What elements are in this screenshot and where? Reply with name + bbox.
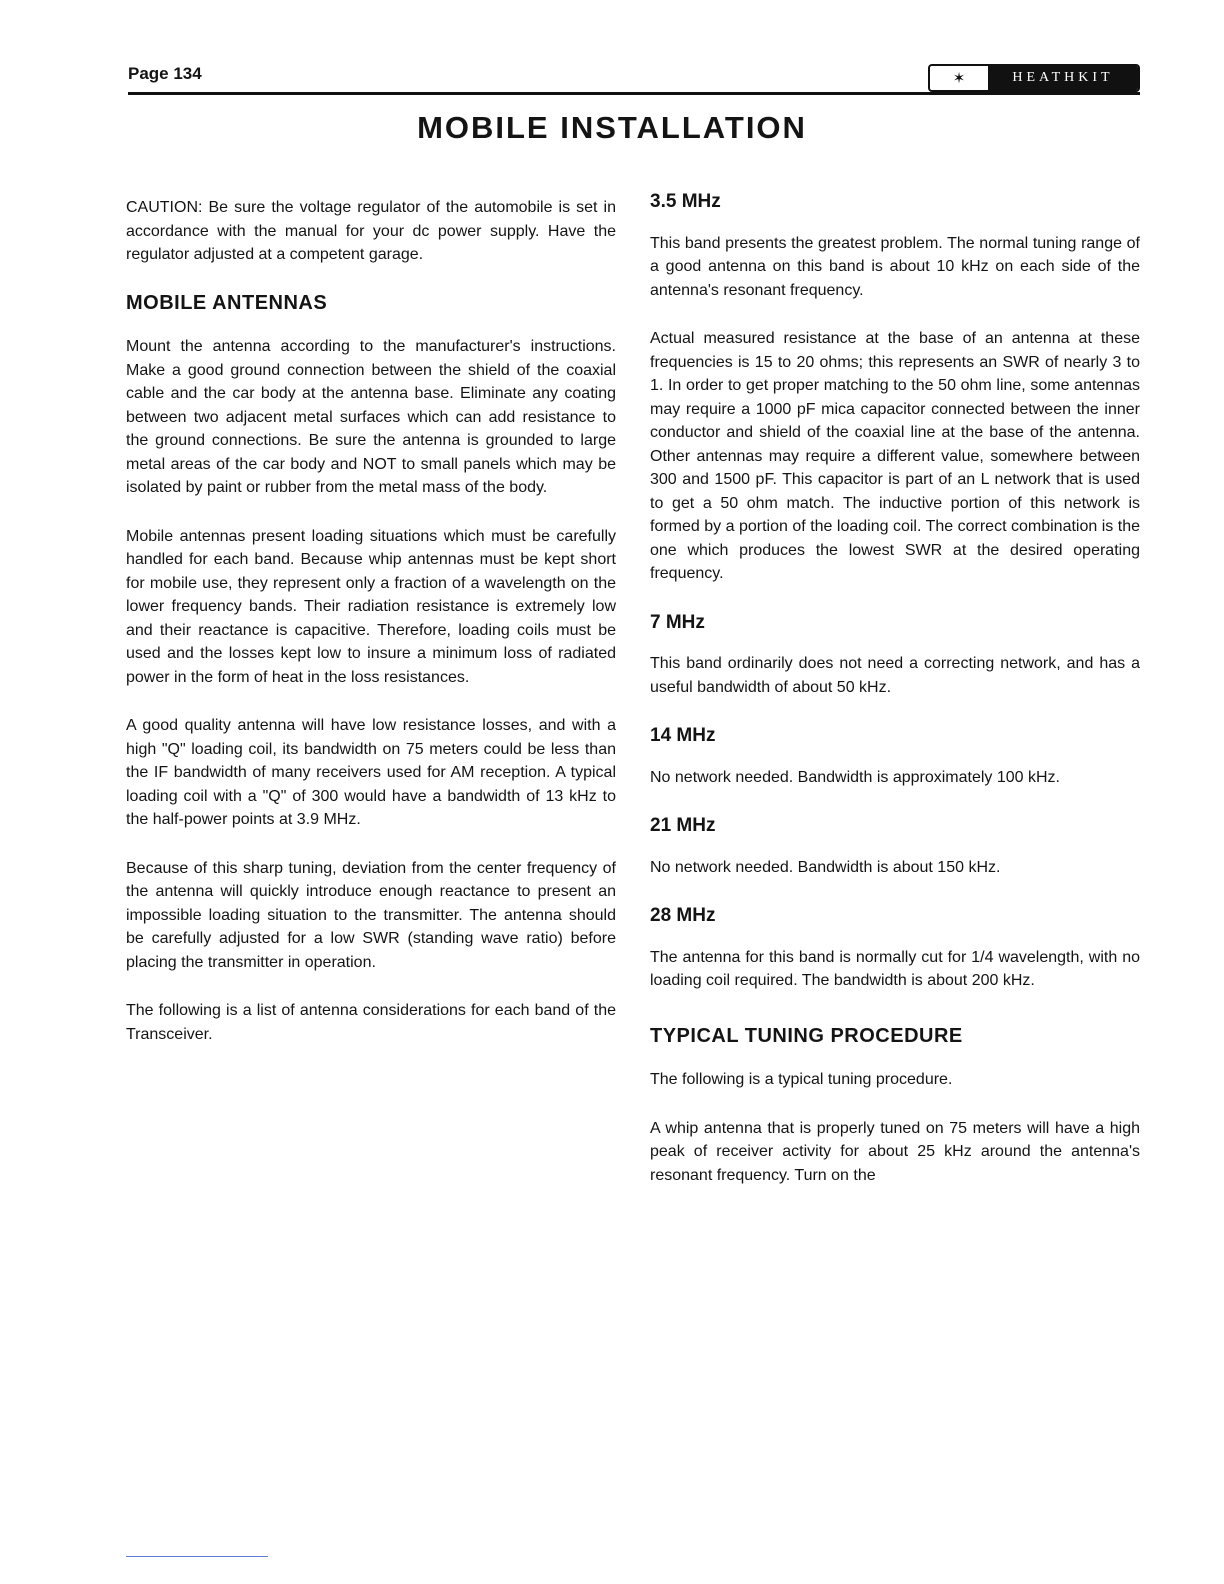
paragraph: Mobile antennas present loading situations which must be carefully handled for each band. Because whip antennas must be kept short for mobile use, they represent only a fraction of a wavelength on the lower frequency bands. Their radiation resistance is extremely low and their reactance is capacitive. Therefore, loading coils must be used and the losses kept low to insure a minimum loss of radiated power in the form of heat in the loss resistances. [126, 527, 616, 686]
section-heading-mobile-antennas: MOBILE ANTENNAS [126, 291, 328, 314]
paragraph: A whip antenna that is properly tuned on 75 meters will have a high peak of receiver activity for about 25 kHz around the antenna's resonant frequency. Turn on the [650, 1119, 1140, 1184]
band-heading-14-mhz: 14 MHz [650, 725, 716, 746]
paragraph: The following is a list of antenna considerations for each band of the Transceiver. [126, 1002, 616, 1043]
page-number: Page 134 [128, 64, 202, 83]
band-heading-3-5-mhz: 3.5 MHz [650, 191, 721, 212]
paragraph: This band presents the greatest problem. The normal tuning range of a good antenna on this band is about 10 kHz on each side of the antenna's resonant frequency. [650, 234, 1140, 299]
paragraph: Actual measured resistance at the base of an antenna at these frequencies is 15 to 20 ohms; this represents an SWR of nearly 3 to 1. In order to get proper matching to the 50 ohm line, some antennas may require a 1000 pF mica capacitor connected between the inner conductor and shield of the coaxial line at the base of the antenna. Other antennas may require a different value, somewhere between 300 and 1500 pF. This capacitor is part of an L network that is used to get a 50 ohm match. The inductive portion of this network is formed by a portion of the loading coil. The correct combination is the one which produces the lowest SWR at the desired operating frequency. [650, 330, 1140, 582]
page-title: MOBILE INSTALLATION [417, 110, 807, 145]
paragraph: The antenna for this band is normally cut for 1/4 wavelength, with no loading coil required. The bandwidth is about 200 kHz. [650, 948, 1140, 989]
footer-underline [126, 1556, 268, 1557]
section-heading-typical-tuning-procedure: TYPICAL TUNING PROCEDURE [650, 1024, 963, 1047]
heathkit-logo [928, 64, 1140, 92]
header-rule [128, 92, 1140, 95]
paragraph: Mount the antenna according to the manufacturer's instructions. Make a good ground connection between the shield of the coaxial cable and the car body at the antenna base. Eliminate any coating between two adjacent metal surfaces which can add resistance to the ground connections. Be sure the antenna is grounded to large metal areas of the car body and NOT to small panels which may be isolated by paint or rubber from the metal mass of the body. [126, 338, 616, 496]
right-column [650, 190, 1140, 1212]
band-heading-7-mhz: 7 MHz [650, 611, 705, 633]
left-column [126, 196, 616, 1071]
paragraph: Because of this sharp tuning, deviation from the center frequency of the antenna will quickly introduce enough reactance to present an impossible loading situation to the transmitter. The antenna should be carefully adjusted for a low SWR (standing wave ratio) before placing the transmitter in operation. [126, 859, 616, 971]
paragraph: This band ordinarily does not need a correcting network, and has a useful bandwidth of about 50 kHz. [650, 655, 1140, 696]
band-heading-21-mhz: 21 MHz [650, 815, 716, 836]
caution-paragraph: CAUTION: Be sure the voltage regulator of the automobile is set in accordance with the manual for your dc power supply. Have the regulator adjusted at a competent garage. [126, 199, 616, 263]
paragraph: The following is a typical tuning procedure. [650, 1071, 953, 1088]
band-heading-28-mhz: 28 MHz [650, 905, 716, 926]
paragraph: A good quality antenna will have low resistance losses, and with a high "Q" loading coil, its bandwidth on 75 meters could be less than the IF bandwidth of many receivers used for AM reception. A typical loading coil with a "Q" of 300 would have a bandwidth of 13 kHz to the half-power points at 3.9 MHz. [126, 717, 616, 828]
paragraph: No network needed. Bandwidth is about 150 kHz. [650, 858, 1001, 876]
heathkit-logo-icon: ✶ [952, 70, 966, 87]
brand-name: HEATHKIT [988, 66, 1138, 90]
paragraph: No network needed. Bandwidth is approximately 100 kHz. [650, 768, 1060, 786]
